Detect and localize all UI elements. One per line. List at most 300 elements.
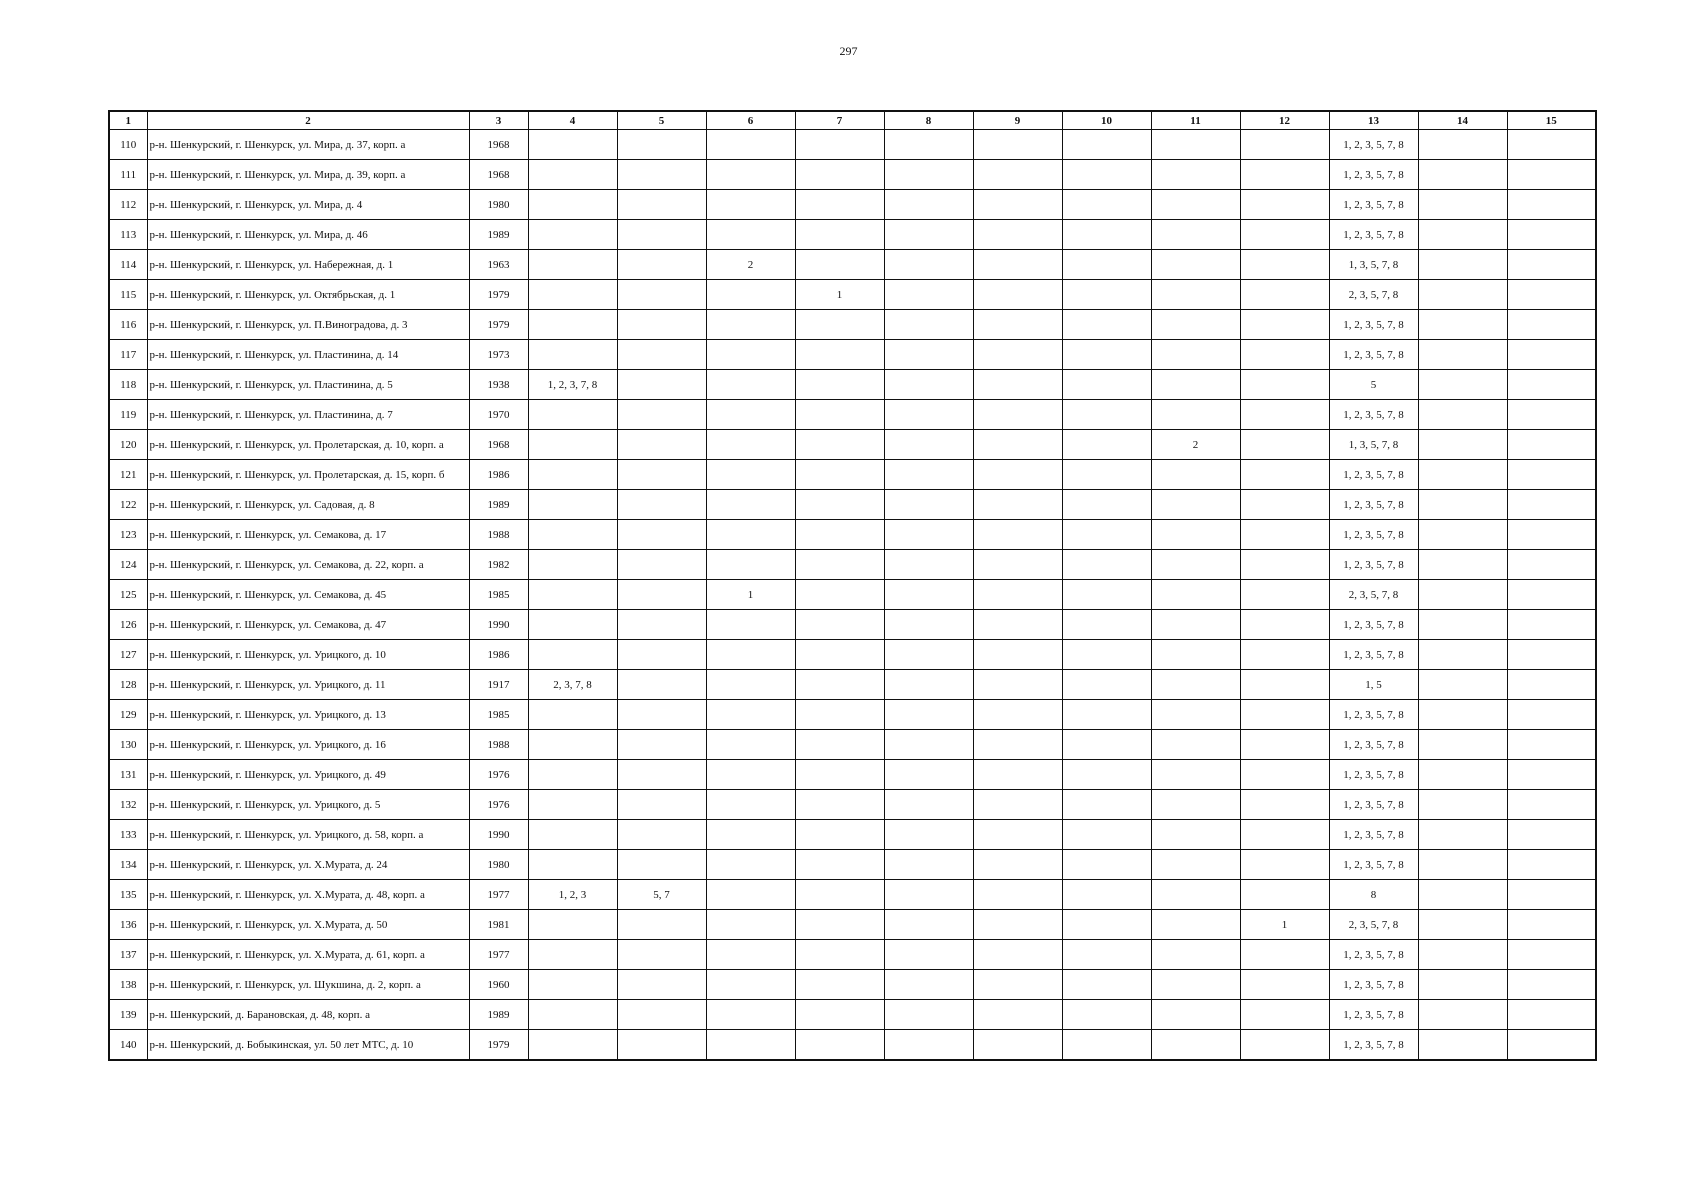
column-9-cell (973, 580, 1062, 610)
column-14-cell (1418, 460, 1507, 490)
table-row (109, 400, 1596, 430)
column-10-cell (1062, 670, 1151, 700)
column-8-cell (884, 760, 973, 790)
column-header-6: 6 (706, 111, 795, 130)
address-cell: р-н. Шенкурский, г. Шенкурск, ул. Урицкого, д. 11 (147, 670, 469, 700)
column-8-cell (884, 160, 973, 190)
column-12-cell (1240, 580, 1329, 610)
row-number-cell: 119 (109, 400, 147, 430)
column-10-cell (1062, 850, 1151, 880)
column-15-cell (1507, 670, 1596, 700)
column-12-cell (1240, 700, 1329, 730)
column-4-cell (528, 1000, 617, 1030)
column-15-cell (1507, 1000, 1596, 1030)
column-8-cell (884, 1000, 973, 1030)
column-7-cell (795, 460, 884, 490)
year-cell: 1970 (469, 400, 528, 430)
row-number-cell: 111 (109, 160, 147, 190)
column-15-cell (1507, 310, 1596, 340)
column-7-cell (795, 190, 884, 220)
column-8-cell (884, 550, 973, 580)
column-6-cell (706, 340, 795, 370)
column-4-cell (528, 760, 617, 790)
column-10-cell (1062, 130, 1151, 160)
column-15-cell (1507, 700, 1596, 730)
column-10-cell (1062, 250, 1151, 280)
column-14-cell (1418, 640, 1507, 670)
column-6-cell: 2 (706, 250, 795, 280)
column-14-cell (1418, 850, 1507, 880)
row-number-cell: 116 (109, 310, 147, 340)
column-4-cell (528, 790, 617, 820)
table-row (109, 730, 1596, 760)
column-14-cell (1418, 160, 1507, 190)
year-cell: 1989 (469, 490, 528, 520)
column-7-cell (795, 160, 884, 190)
column-14-cell (1418, 250, 1507, 280)
address-cell: р-н. Шенкурский, г. Шенкурск, ул. Мира, д. 4 (147, 190, 469, 220)
year-cell: 1963 (469, 250, 528, 280)
column-11-cell (1151, 610, 1240, 640)
year-cell: 1990 (469, 610, 528, 640)
address-cell: р-н. Шенкурский, г. Шенкурск, ул. Урицкого, д. 58, корп. а (147, 820, 469, 850)
column-5-cell (617, 940, 706, 970)
address-cell: р-н. Шенкурский, г. Шенкурск, ул. Пластинина, д. 14 (147, 340, 469, 370)
address-cell: р-н. Шенкурский, г. Шенкурск, ул. Шукшина, д. 2, корп. а (147, 970, 469, 1000)
column-9-cell (973, 1030, 1062, 1061)
column-8-cell (884, 730, 973, 760)
column-13-cell: 1, 2, 3, 5, 7, 8 (1329, 700, 1418, 730)
column-9-cell (973, 760, 1062, 790)
column-8-cell (884, 250, 973, 280)
column-6-cell (706, 640, 795, 670)
row-number-cell: 117 (109, 340, 147, 370)
column-5-cell (617, 1030, 706, 1061)
row-number-cell: 120 (109, 430, 147, 460)
column-header-9: 9 (973, 111, 1062, 130)
column-5-cell (617, 340, 706, 370)
address-cell: р-н. Шенкурский, г. Шенкурск, ул. Х.Мурата, д. 24 (147, 850, 469, 880)
year-cell: 1982 (469, 550, 528, 580)
column-15-cell (1507, 370, 1596, 400)
table-row (109, 820, 1596, 850)
address-cell: р-н. Шенкурский, г. Шенкурск, ул. Урицкого, д. 16 (147, 730, 469, 760)
column-12-cell (1240, 160, 1329, 190)
column-7-cell (795, 400, 884, 430)
column-9-cell (973, 850, 1062, 880)
column-11-cell (1151, 520, 1240, 550)
column-10-cell (1062, 370, 1151, 400)
column-10-cell (1062, 490, 1151, 520)
table-row (109, 910, 1596, 940)
column-10-cell (1062, 550, 1151, 580)
column-14-cell (1418, 370, 1507, 400)
column-13-cell: 1, 2, 3, 5, 7, 8 (1329, 130, 1418, 160)
column-4-cell (528, 460, 617, 490)
column-15-cell (1507, 880, 1596, 910)
table-row (109, 550, 1596, 580)
column-7-cell (795, 850, 884, 880)
column-4-cell (528, 310, 617, 340)
column-12-cell (1240, 730, 1329, 760)
address-cell: р-н. Шенкурский, г. Шенкурск, ул. Семакова, д. 22, корп. а (147, 550, 469, 580)
column-number-header-row (109, 111, 1596, 130)
row-number-cell: 121 (109, 460, 147, 490)
column-11-cell (1151, 790, 1240, 820)
column-13-cell: 1, 3, 5, 7, 8 (1329, 430, 1418, 460)
column-12-cell (1240, 550, 1329, 580)
column-14-cell (1418, 910, 1507, 940)
year-cell: 1985 (469, 700, 528, 730)
column-12-cell (1240, 670, 1329, 700)
column-4-cell (528, 730, 617, 760)
row-number-cell: 125 (109, 580, 147, 610)
address-cell: р-н. Шенкурский, г. Шенкурск, ул. Мира, д. 37, корп. а (147, 130, 469, 160)
column-6-cell (706, 940, 795, 970)
column-6-cell (706, 820, 795, 850)
column-9-cell (973, 460, 1062, 490)
column-13-cell: 1, 3, 5, 7, 8 (1329, 250, 1418, 280)
column-header-8: 8 (884, 111, 973, 130)
column-14-cell (1418, 190, 1507, 220)
column-10-cell (1062, 730, 1151, 760)
column-12-cell (1240, 430, 1329, 460)
address-cell: р-н. Шенкурский, г. Шенкурск, ул. Пролетарская, д. 15, корп. б (147, 460, 469, 490)
column-4-cell (528, 640, 617, 670)
table-body (109, 130, 1596, 1061)
column-9-cell (973, 130, 1062, 160)
column-8-cell (884, 970, 973, 1000)
column-12-cell (1240, 280, 1329, 310)
column-8-cell (884, 460, 973, 490)
column-header-2: 2 (147, 111, 469, 130)
column-6-cell (706, 910, 795, 940)
column-4-cell (528, 280, 617, 310)
column-14-cell (1418, 880, 1507, 910)
column-6-cell (706, 760, 795, 790)
table-row (109, 310, 1596, 340)
column-15-cell (1507, 580, 1596, 610)
column-9-cell (973, 400, 1062, 430)
year-cell: 1985 (469, 580, 528, 610)
column-6-cell (706, 970, 795, 1000)
column-14-cell (1418, 280, 1507, 310)
column-13-cell: 8 (1329, 880, 1418, 910)
column-header-7: 7 (795, 111, 884, 130)
column-6-cell (706, 670, 795, 700)
year-cell: 1990 (469, 820, 528, 850)
column-15-cell (1507, 610, 1596, 640)
table-row (109, 1030, 1596, 1061)
column-6-cell (706, 490, 795, 520)
column-11-cell (1151, 460, 1240, 490)
column-8-cell (884, 640, 973, 670)
column-4-cell (528, 1030, 617, 1061)
address-cell: р-н. Шенкурский, г. Шенкурск, ул. Х.Мурата, д. 48, корп. а (147, 880, 469, 910)
column-11-cell (1151, 1000, 1240, 1030)
table-row (109, 610, 1596, 640)
address-cell: р-н. Шенкурский, г. Шенкурск, ул. Семакова, д. 45 (147, 580, 469, 610)
column-6-cell (706, 700, 795, 730)
column-12-cell (1240, 460, 1329, 490)
column-13-cell: 1, 2, 3, 5, 7, 8 (1329, 1030, 1418, 1061)
column-11-cell (1151, 910, 1240, 940)
column-14-cell (1418, 580, 1507, 610)
year-cell: 1977 (469, 940, 528, 970)
column-9-cell (973, 970, 1062, 1000)
column-14-cell (1418, 520, 1507, 550)
column-14-cell (1418, 1030, 1507, 1061)
column-11-cell (1151, 1030, 1240, 1061)
column-12-cell: 1 (1240, 910, 1329, 940)
column-10-cell (1062, 1030, 1151, 1061)
row-number-cell: 112 (109, 190, 147, 220)
column-5-cell (617, 370, 706, 400)
column-11-cell (1151, 850, 1240, 880)
column-7-cell (795, 640, 884, 670)
column-9-cell (973, 280, 1062, 310)
column-11-cell (1151, 820, 1240, 850)
column-7-cell (795, 520, 884, 550)
column-5-cell (617, 520, 706, 550)
table-row (109, 700, 1596, 730)
address-cell: р-н. Шенкурский, г. Шенкурск, ул. Мира, д. 39, корп. а (147, 160, 469, 190)
column-6-cell (706, 280, 795, 310)
column-6-cell (706, 310, 795, 340)
column-15-cell (1507, 190, 1596, 220)
column-12-cell (1240, 850, 1329, 880)
table-row (109, 160, 1596, 190)
column-4-cell (528, 910, 617, 940)
page-number: 297 (839, 44, 858, 58)
year-cell: 1968 (469, 130, 528, 160)
column-14-cell (1418, 550, 1507, 580)
column-11-cell (1151, 490, 1240, 520)
column-11-cell (1151, 190, 1240, 220)
year-cell: 1960 (469, 970, 528, 1000)
row-number-cell: 127 (109, 640, 147, 670)
year-cell: 1917 (469, 670, 528, 700)
column-9-cell (973, 430, 1062, 460)
year-cell: 1980 (469, 850, 528, 880)
column-5-cell (617, 730, 706, 760)
address-cell: р-н. Шенкурский, г. Шенкурск, ул. Пластинина, д. 5 (147, 370, 469, 400)
column-7-cell (795, 250, 884, 280)
column-11-cell (1151, 220, 1240, 250)
column-13-cell: 1, 2, 3, 5, 7, 8 (1329, 490, 1418, 520)
year-cell: 1988 (469, 520, 528, 550)
column-5-cell (617, 280, 706, 310)
column-15-cell (1507, 400, 1596, 430)
column-14-cell (1418, 790, 1507, 820)
column-7-cell (795, 430, 884, 460)
column-7-cell (795, 820, 884, 850)
column-10-cell (1062, 1000, 1151, 1030)
column-6-cell (706, 1030, 795, 1061)
column-7-cell (795, 1000, 884, 1030)
column-12-cell (1240, 490, 1329, 520)
column-9-cell (973, 820, 1062, 850)
column-9-cell (973, 490, 1062, 520)
column-6-cell (706, 460, 795, 490)
column-11-cell (1151, 250, 1240, 280)
table-row (109, 970, 1596, 1000)
column-13-cell: 1, 2, 3, 5, 7, 8 (1329, 220, 1418, 250)
column-7-cell (795, 670, 884, 700)
column-5-cell (617, 790, 706, 820)
column-8-cell (884, 190, 973, 220)
column-10-cell (1062, 460, 1151, 490)
column-5-cell (617, 580, 706, 610)
column-4-cell (528, 970, 617, 1000)
column-14-cell (1418, 400, 1507, 430)
address-cell: р-н. Шенкурский, г. Шенкурск, ул. Урицкого, д. 10 (147, 640, 469, 670)
column-6-cell (706, 850, 795, 880)
year-cell: 1988 (469, 730, 528, 760)
column-7-cell (795, 1030, 884, 1061)
row-number-cell: 132 (109, 790, 147, 820)
row-number-cell: 110 (109, 130, 147, 160)
column-8-cell (884, 1030, 973, 1061)
column-14-cell (1418, 730, 1507, 760)
column-13-cell: 1, 2, 3, 5, 7, 8 (1329, 520, 1418, 550)
column-14-cell (1418, 700, 1507, 730)
row-number-cell: 131 (109, 760, 147, 790)
column-13-cell: 1, 5 (1329, 670, 1418, 700)
row-number-cell: 113 (109, 220, 147, 250)
column-10-cell (1062, 280, 1151, 310)
column-9-cell (973, 370, 1062, 400)
column-4-cell: 1, 2, 3 (528, 880, 617, 910)
address-cell: р-н. Шенкурский, г. Шенкурск, ул. Урицкого, д. 49 (147, 760, 469, 790)
column-12-cell (1240, 790, 1329, 820)
column-7-cell (795, 370, 884, 400)
address-cell: р-н. Шенкурский, г. Шенкурск, ул. Урицкого, д. 5 (147, 790, 469, 820)
column-15-cell (1507, 760, 1596, 790)
column-15-cell (1507, 340, 1596, 370)
row-number-cell: 126 (109, 610, 147, 640)
column-6-cell (706, 160, 795, 190)
column-11-cell (1151, 550, 1240, 580)
column-7-cell (795, 760, 884, 790)
column-11-cell (1151, 160, 1240, 190)
column-12-cell (1240, 610, 1329, 640)
year-cell: 1968 (469, 160, 528, 190)
column-6-cell (706, 730, 795, 760)
column-15-cell (1507, 160, 1596, 190)
column-13-cell: 1, 2, 3, 5, 7, 8 (1329, 760, 1418, 790)
column-13-cell: 1, 2, 3, 5, 7, 8 (1329, 310, 1418, 340)
column-4-cell: 1, 2, 3, 7, 8 (528, 370, 617, 400)
address-cell: р-н. Шенкурский, г. Шенкурск, ул. Набережная, д. 1 (147, 250, 469, 280)
column-5-cell (617, 610, 706, 640)
table-row (109, 190, 1596, 220)
row-number-cell: 115 (109, 280, 147, 310)
column-10-cell (1062, 610, 1151, 640)
column-8-cell (884, 820, 973, 850)
column-12-cell (1240, 820, 1329, 850)
column-4-cell (528, 610, 617, 640)
column-12-cell (1240, 1000, 1329, 1030)
table-row (109, 580, 1596, 610)
table-row (109, 850, 1596, 880)
housing-registry-table (108, 110, 1597, 1061)
column-5-cell (617, 250, 706, 280)
column-14-cell (1418, 670, 1507, 700)
column-4-cell (528, 820, 617, 850)
column-11-cell (1151, 370, 1240, 400)
column-13-cell: 2, 3, 5, 7, 8 (1329, 280, 1418, 310)
column-11-cell (1151, 670, 1240, 700)
table-row (109, 220, 1596, 250)
table-row (109, 370, 1596, 400)
year-cell: 1979 (469, 1030, 528, 1061)
year-cell: 1989 (469, 220, 528, 250)
column-header-13: 13 (1329, 111, 1418, 130)
address-cell: р-н. Шенкурский, г. Шенкурск, ул. Х.Мурата, д. 61, корп. а (147, 940, 469, 970)
column-13-cell: 5 (1329, 370, 1418, 400)
column-header-11: 11 (1151, 111, 1240, 130)
column-5-cell (617, 850, 706, 880)
column-10-cell (1062, 880, 1151, 910)
column-11-cell (1151, 130, 1240, 160)
row-number-cell: 139 (109, 1000, 147, 1030)
row-number-cell: 114 (109, 250, 147, 280)
column-6-cell (706, 190, 795, 220)
column-8-cell (884, 850, 973, 880)
column-10-cell (1062, 640, 1151, 670)
column-10-cell (1062, 580, 1151, 610)
column-9-cell (973, 190, 1062, 220)
address-cell: р-н. Шенкурский, г. Шенкурск, ул. Мира, д. 46 (147, 220, 469, 250)
column-11-cell (1151, 760, 1240, 790)
column-11-cell (1151, 700, 1240, 730)
year-cell: 1980 (469, 190, 528, 220)
column-13-cell: 2, 3, 5, 7, 8 (1329, 910, 1418, 940)
table-row (109, 640, 1596, 670)
column-header-3: 3 (469, 111, 528, 130)
column-13-cell: 1, 2, 3, 5, 7, 8 (1329, 940, 1418, 970)
column-14-cell (1418, 1000, 1507, 1030)
column-13-cell: 1, 2, 3, 5, 7, 8 (1329, 640, 1418, 670)
year-cell: 1973 (469, 340, 528, 370)
address-cell: р-н. Шенкурский, д. Барановская, д. 48, корп. а (147, 1000, 469, 1030)
column-13-cell: 1, 2, 3, 5, 7, 8 (1329, 1000, 1418, 1030)
column-9-cell (973, 790, 1062, 820)
column-6-cell (706, 430, 795, 460)
year-cell: 1977 (469, 880, 528, 910)
address-cell: р-н. Шенкурский, г. Шенкурск, ул. Семакова, д. 17 (147, 520, 469, 550)
column-7-cell (795, 910, 884, 940)
column-10-cell (1062, 190, 1151, 220)
column-10-cell (1062, 400, 1151, 430)
column-13-cell: 1, 2, 3, 5, 7, 8 (1329, 970, 1418, 1000)
column-14-cell (1418, 130, 1507, 160)
column-15-cell (1507, 1030, 1596, 1061)
column-10-cell (1062, 760, 1151, 790)
column-14-cell (1418, 430, 1507, 460)
column-5-cell (617, 220, 706, 250)
column-4-cell (528, 340, 617, 370)
column-14-cell (1418, 490, 1507, 520)
address-cell: р-н. Шенкурский, г. Шенкурск, ул. Садовая, д. 8 (147, 490, 469, 520)
column-4-cell (528, 550, 617, 580)
column-15-cell (1507, 280, 1596, 310)
table-row (109, 430, 1596, 460)
column-4-cell (528, 940, 617, 970)
column-13-cell: 1, 2, 3, 5, 7, 8 (1329, 160, 1418, 190)
column-8-cell (884, 370, 973, 400)
